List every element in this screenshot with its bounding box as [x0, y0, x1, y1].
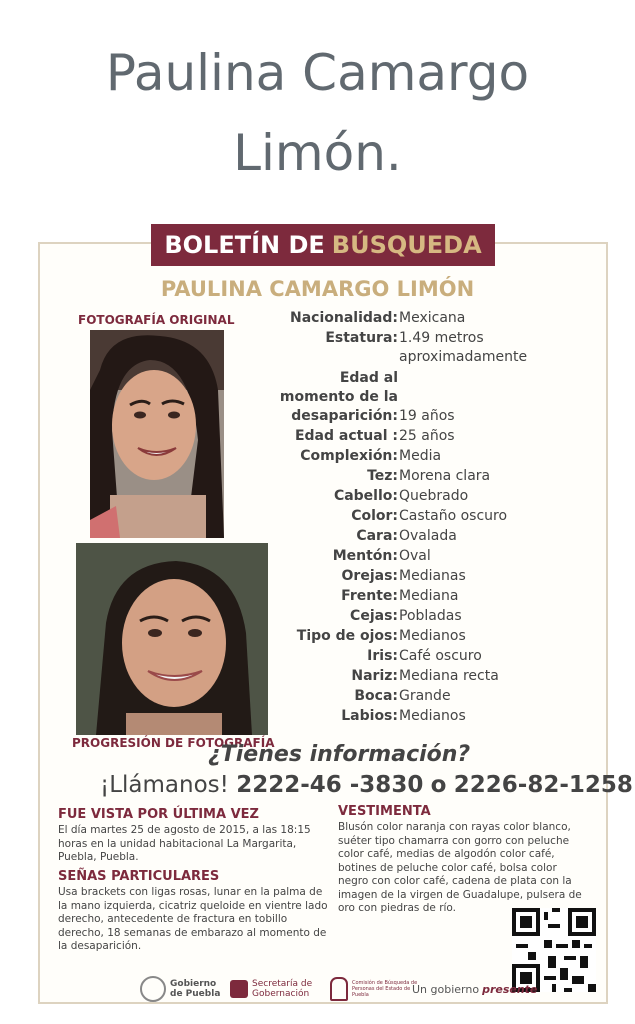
footer-slogan: [412, 975, 537, 1003]
field-label: Estatura:: [325, 330, 398, 346]
phone-connector: o: [430, 772, 447, 798]
page-title-line2: Limón.: [233, 124, 402, 182]
marks-heading: SEÑAS PARTICULARES: [58, 869, 220, 884]
field-value: Oval: [399, 548, 431, 564]
field-label: Color:: [351, 508, 398, 524]
puebla-emblem-icon: [140, 976, 166, 1002]
field-row: [240, 707, 600, 726]
bulletin-banner: [151, 224, 495, 266]
field-value: Mediana recta: [399, 668, 499, 684]
field-value: Mexicana: [399, 310, 466, 326]
field-label: Mentón:: [332, 548, 398, 564]
field-label: Orejas:: [341, 568, 398, 584]
field-value: Café oscuro: [399, 648, 482, 664]
last-seen-text: El día martes 25 de agosto de 2015, a las 18:15 horas en la unidad habitacional La Margarita, Puebla, Puebla.: [58, 824, 311, 863]
field-value: 25 años: [399, 428, 455, 444]
field-label: Cabello:: [333, 488, 398, 504]
field-label: Tipo de ojos:: [296, 628, 398, 644]
field-label: Complexión:: [300, 448, 398, 464]
page-title-line1: Paulina Camargo: [105, 44, 530, 102]
photo-original-label: FOTOGRAFÍA ORIGINAL: [78, 313, 235, 327]
field-row: [240, 587, 600, 606]
slogan-emph: presente: [482, 982, 538, 996]
cta-question: ¿Tienes información?: [208, 742, 471, 767]
field-value: Mediana: [399, 588, 459, 604]
field-label: Boca:: [354, 688, 398, 704]
field-label: Edad al momento de la desaparición:: [279, 370, 398, 424]
field-value: Media: [399, 448, 442, 464]
marks-text: Usa brackets con ligas rosas, lunar en la palma de la mano izquierda, cicatriz queloide en vientre lado derecho, antecedente de fractura en tobillo derecho, 18 semanas de embarazo al momento de la desaparición.: [58, 886, 328, 952]
field-row: [240, 369, 600, 426]
missing-person-name: PAULINA CAMARGO LIMÓN: [160, 277, 475, 301]
field-row: [240, 427, 600, 446]
field-label: Nacionalidad:: [290, 310, 398, 326]
footer-logo-puebla: [140, 975, 226, 1003]
footer-logo-comision: [330, 975, 418, 1003]
field-value: Morena clara: [399, 468, 491, 484]
clothing-text: Blusón color naranja con rayas color blanco, suéter tipo chamarra con gorro con peluche color café, medias de algodón color café, botines de peluche color café, bolsa color negro con color café, cadena de plata con la imagen de la virgen de Guadalupe, pulsera de oro con piedras de río.: [338, 821, 582, 914]
field-value: Medianas: [399, 568, 466, 584]
field-value: 1.49 metros aproximadamente: [399, 330, 528, 365]
field-label: Cara:: [356, 528, 398, 544]
field-row: [240, 667, 600, 686]
field-value: Quebrado: [399, 488, 469, 504]
field-value: Medianos: [399, 708, 466, 724]
field-value: Ovalada: [399, 528, 457, 544]
field-row: [240, 607, 600, 626]
footer-logo1-text: Gobierno de Puebla: [170, 979, 221, 999]
field-row: [240, 487, 600, 506]
cta-call: [100, 772, 633, 798]
phone-number-1[interactable]: 2222-46 -3830: [236, 772, 424, 798]
footer-logo3-text: Comisión de Búsqueda de Personas del Estado de Puebla: [352, 980, 418, 998]
banner-text-1: BOLETÍN DE: [164, 231, 325, 259]
call-prefix: ¡Llámanos!: [100, 772, 229, 798]
field-row: [240, 647, 600, 666]
gobernacion-emblem-icon: [230, 980, 248, 998]
field-row: [240, 467, 600, 486]
field-label: Edad actual :: [294, 428, 398, 444]
field-row: [240, 627, 600, 646]
phone-number-2[interactable]: 2226-82-1258: [453, 772, 633, 798]
field-label: Frente:: [341, 588, 398, 604]
field-value: Grande: [399, 688, 451, 704]
field-row: [240, 329, 600, 367]
field-row: [240, 507, 600, 526]
banner-text-2: BÚSQUEDA: [331, 231, 482, 259]
original-photo: [90, 330, 224, 538]
field-label: Cejas:: [350, 608, 398, 624]
field-row: [240, 567, 600, 586]
field-row: [240, 309, 600, 328]
field-value: Medianos: [399, 628, 466, 644]
field-label: Iris:: [367, 648, 398, 664]
field-row: [240, 687, 600, 706]
field-row: [240, 447, 600, 466]
slogan-prefix: Un gobierno: [412, 982, 480, 996]
field-label: Nariz:: [351, 668, 398, 684]
field-row: [240, 547, 600, 566]
field-label: Tez:: [367, 468, 398, 484]
field-value: Pobladas: [399, 608, 462, 624]
field-value: Castaño oscuro: [399, 508, 508, 524]
original-photo-image: [90, 330, 224, 538]
field-label: Labios:: [341, 708, 398, 724]
comision-emblem-icon: [330, 977, 348, 1001]
clothing-heading: VESTIMENTA: [338, 804, 431, 819]
field-row: [240, 527, 600, 546]
field-value: 19 años: [399, 408, 455, 424]
photo-progression-label: PROGRESIÓN DE FOTOGRAFÍA: [72, 736, 275, 750]
footer-logo2-text: Secretaría de Gobernación: [252, 979, 313, 999]
footer-logo-gobernacion: [230, 975, 322, 1003]
last-seen-heading: FUE VISTA POR ÚLTIMA VEZ: [58, 807, 259, 822]
